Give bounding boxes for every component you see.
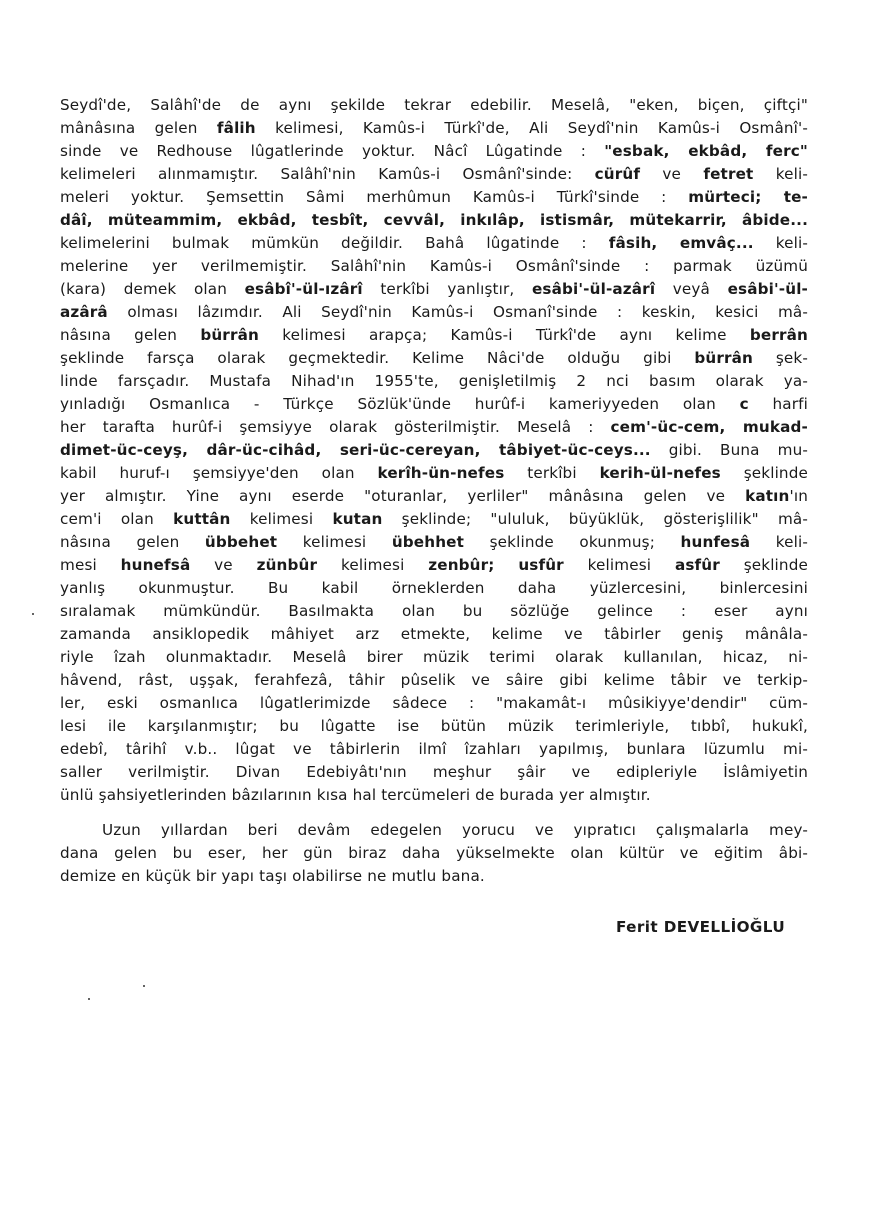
text-run: Seydî'de, Salâhî'de de aynı şekilde tekrar edebilir. Meselâ, "eken, biçen, çiftçi": [60, 96, 808, 114]
bold-term: fetret: [703, 165, 754, 183]
text-run: yanlış okunmuştur. Bu kabil örneklerden daha yüzlercesini, binlercesini: [60, 579, 808, 597]
paragraph-closing: [60, 819, 808, 888]
bold-term: hunfesâ: [680, 533, 751, 551]
text-line: [60, 842, 808, 865]
text-run: melerine yer verilmemiştir. Salâhî'nin Kamûs-i Osmânî'sinde : parmak üzümü: [60, 257, 808, 275]
scan-speck: [32, 613, 34, 615]
bold-term: usfûr: [518, 556, 564, 574]
text-run: gibi. Buna mu-: [650, 441, 808, 459]
bold-term: esâbi'-ül-azârî: [531, 280, 656, 298]
paragraph-gap: [60, 807, 808, 819]
text-line: [60, 784, 808, 807]
bold-term: fâsih, emvâç...: [608, 234, 754, 252]
bold-term: übbehet: [204, 533, 278, 551]
text-run: mânâsına gelen: [60, 119, 217, 137]
text-run: cem'i olan: [60, 510, 174, 528]
text-line: [60, 255, 808, 278]
bold-term: berrân: [749, 326, 808, 344]
text-line: [60, 232, 808, 255]
text-run: saller verilmiştir. Divan Edebiyâtı'nın meşhur şâir ve edipleriyle İslâmiyetin: [60, 763, 808, 781]
text-run: harfi: [748, 395, 808, 413]
text-run: linde farsçadır. Mustafa Nihad'ın 1955'te, genişletilmiş 2 nci basım olarak ya-: [60, 372, 808, 390]
text-run: kelimesi arapça; Kamûs-i Türkî'de aynı kelime: [258, 326, 750, 344]
text-line: [60, 623, 808, 646]
text-run: şek-: [752, 349, 808, 367]
text-line: [60, 715, 808, 738]
scan-speck: [143, 985, 145, 987]
bold-term: fâlih: [216, 119, 256, 137]
bold-term: azârâ: [60, 303, 108, 321]
text-run: keli-: [750, 533, 809, 551]
text-run: kelimesi: [277, 533, 392, 551]
text-run: riyle îzah olunmaktadır. Meselâ birer müzik terimi olarak kullanılan, hicaz, ni-: [60, 648, 808, 666]
text-line: [60, 324, 808, 347]
text-run: şeklinde farsça olarak geçmektedir. Kelime Nâci'de olduğu gibi: [60, 349, 695, 367]
text-run: Uzun yıllardan beri devâm edegelen yorucu ve yıpratıcı çalışmalarla mey-: [102, 821, 808, 839]
text-run: ünlü şahsiyetlerinden bâzılarının kısa hal tercümeleri de burada yer almıştır.: [60, 786, 651, 804]
text-run: nâsına gelen: [60, 326, 201, 344]
scan-speck: [88, 998, 90, 1000]
text-line: [60, 485, 808, 508]
text-run: sıralamak mümkündür. Basılmakta olan bu sözlüğe gelince : eser aynı: [60, 602, 808, 620]
bold-term: kerih-ül-nefes: [599, 464, 721, 482]
text-line: [60, 692, 808, 715]
text-line: [60, 117, 808, 140]
text-run: 'ın: [789, 487, 808, 505]
bold-term: bürrân: [200, 326, 259, 344]
text-line: [60, 577, 808, 600]
text-line: [60, 94, 808, 117]
bold-term: kutan: [332, 510, 383, 528]
text-run: terkîbi yanlıştır,: [362, 280, 532, 298]
text-run: meleri yoktur. Şemsettin Sâmi merhûmun Kamûs-i Türkî'sinde :: [60, 188, 689, 206]
text-run: şeklinde: [719, 556, 808, 574]
text-line: [60, 416, 808, 439]
text-run: kelimelerini bulmak mümkün değildir. Bahâ lûgatinde :: [60, 234, 609, 252]
text-run: şeklinde: [720, 464, 808, 482]
text-run: keli-: [753, 165, 808, 183]
text-run: terkîbi: [504, 464, 600, 482]
text-run: nâsına gelen: [60, 533, 205, 551]
bold-term: bürrân: [694, 349, 753, 367]
text-run: hâvend, râst, uşşak, ferahfezâ, tâhir pûselik ve sâire gibi kelime tâbir ve terkip-: [60, 671, 808, 689]
text-line: [60, 439, 808, 462]
text-run: ve: [640, 165, 704, 183]
text-line: [60, 761, 808, 784]
text-line: [60, 819, 808, 842]
text-run: yer almıştır. Yine aynı eserde "oturanlar, yerliler" mânâsına gelen ve: [60, 487, 746, 505]
text-run: olması lâzımdır. Ali Seydî'nin Kamûs-i Osmanî'sinde : keskin, kesici mâ-: [107, 303, 808, 321]
text-run: demize en küçük bir yapı taşı olabilirse ne mutlu bana.: [60, 867, 485, 885]
text-run: (kara) demek olan: [60, 280, 245, 298]
paragraph-intro: [60, 94, 808, 807]
text-run: [495, 556, 519, 574]
text-line: [60, 163, 808, 186]
bold-term: cürûf: [594, 165, 641, 183]
text-line: [60, 370, 808, 393]
bold-term: kerîh-ün-nefes: [377, 464, 505, 482]
text-line: [60, 600, 808, 623]
text-line: [60, 140, 808, 163]
text-run: keli-: [753, 234, 808, 252]
bold-term: c: [739, 395, 749, 413]
text-line: [60, 554, 808, 577]
text-run: edebî, târihî v.b.. lûgat ve tâbirlerin ilmî îzahları yapılmış, bunlara lüzumlu mi-: [60, 740, 808, 758]
text-line: [60, 738, 808, 761]
text-run: ve: [190, 556, 257, 574]
text-line: [60, 301, 808, 324]
text-run: kelimesi: [563, 556, 675, 574]
bold-term: zünbûr: [256, 556, 318, 574]
text-line: [60, 209, 808, 232]
text-line: [60, 865, 808, 888]
text-run: şeklinde okunmuş;: [464, 533, 681, 551]
bold-term: übehhet: [391, 533, 465, 551]
text-line: [60, 462, 808, 485]
text-run: şeklinde; "ululuk, büyüklük, gösterişlilik" mâ-: [382, 510, 808, 528]
text-line: [60, 646, 808, 669]
text-run: mesi: [60, 556, 121, 574]
bold-term: "esbak, ekbâd, ferc": [604, 142, 808, 160]
bold-term: kuttân: [173, 510, 231, 528]
text-line: [60, 186, 808, 209]
bold-term: esâbî'-ül-ızârî: [244, 280, 363, 298]
bold-term: hunefsâ: [120, 556, 191, 574]
document-body: [60, 94, 808, 888]
text-line: [60, 669, 808, 692]
text-run: kelimesi: [230, 510, 333, 528]
bold-term: cem'-üc-cem, mukad-: [610, 418, 808, 436]
text-run: zamanda ansiklopedik mâhiyet arz etmekte, kelime ve tâbirler geniş mânâla-: [60, 625, 808, 643]
text-run: dana gelen bu eser, her gün biraz daha yükselmekte olan kültür ve eğitim âbi-: [60, 844, 808, 862]
text-line: [60, 531, 808, 554]
author-signature: Ferit DEVELLİOĞLU: [616, 918, 786, 936]
text-line: [60, 278, 808, 301]
text-run: kelimesi, Kamûs-i Türkî'de, Ali Seydî'nin Kamûs-i Osmânî'-: [255, 119, 808, 137]
bold-term: esâbi'-ül-: [727, 280, 809, 298]
text-run: veyâ: [655, 280, 728, 298]
text-run: kabil huruf-ı şemsiyye'den olan: [60, 464, 378, 482]
bold-term: mürteci; te-: [688, 188, 809, 206]
text-run: kelimesi: [317, 556, 429, 574]
text-run: lesi ile karşılanmıştır; bu lûgatte ise bütün müzik terimleriyle, tıbbî, hukukî,: [60, 717, 808, 735]
text-run: sinde ve Redhouse lûgatlerinde yoktur. Nâcî Lûgatinde :: [60, 142, 605, 160]
bold-term: dâî, müteammim, ekbâd, tesbît, cevvâl, inkılâp, istismâr, mütekarrir, âbide...: [60, 211, 808, 229]
text-line: [60, 508, 808, 531]
bold-term: asfûr: [674, 556, 720, 574]
text-run: yınladığı Osmanlıca - Türkçe Sözlük'ünde hurûf-i kameriyyeden olan: [60, 395, 740, 413]
text-line: [60, 347, 808, 370]
text-run: kelimeleri alınmamıştır. Salâhî'nin Kamûs-i Osmânî'sinde:: [60, 165, 595, 183]
bold-term: zenbûr;: [428, 556, 495, 574]
bold-term: katın: [745, 487, 790, 505]
bold-term: dimet-üc-ceyş, dâr-üc-cihâd, seri-üc-cereyan, tâbiyet-üc-ceys...: [60, 441, 651, 459]
text-run: ler, eski osmanlıca lûgatlerimizde sâdece : "makamât-ı mûsikiyye'dendir" cüm-: [60, 694, 808, 712]
text-line: [60, 393, 808, 416]
text-run: her tarafta hurûf-i şemsiyye olarak gösterilmiştir. Meselâ :: [60, 418, 611, 436]
